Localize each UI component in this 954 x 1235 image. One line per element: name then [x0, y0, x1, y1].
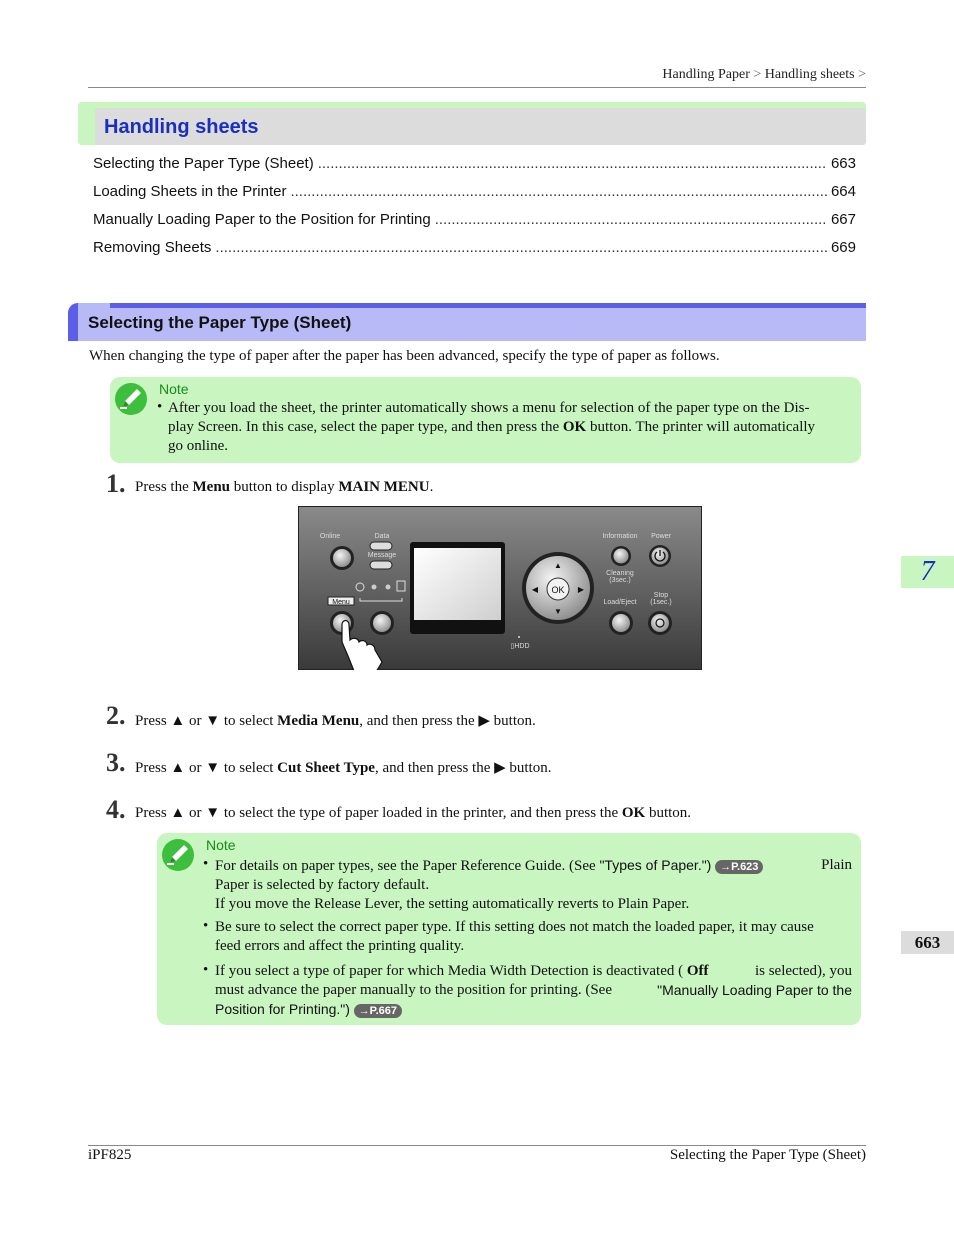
breadcrumb-link-handling-sheets[interactable]: Handling sheets [764, 67, 855, 82]
ok-term: OK [562, 419, 587, 435]
step-text [135, 758, 551, 777]
stop-time-label: (1sec.) [650, 599, 672, 606]
subsection-header-accent [68, 303, 78, 341]
power-label: Power [651, 533, 671, 540]
chapter-number: 7 [920, 556, 935, 587]
stop-button[interactable] [651, 614, 669, 632]
information-button[interactable] [614, 549, 629, 564]
note-text [168, 399, 852, 456]
off-term: Off [686, 963, 709, 979]
step-text-part: Press the [135, 479, 193, 495]
subsection-header-accent [110, 303, 866, 308]
menu-term: Menu [192, 479, 230, 495]
toc-entry-page[interactable]: 663 [830, 155, 856, 172]
up-arrow-icon[interactable]: ▲ [554, 561, 562, 570]
step-text-part: , and then press the ▶ button. [359, 713, 536, 729]
note-text-part [215, 962, 709, 981]
note-line [215, 981, 852, 1000]
toc-leader [290, 183, 827, 200]
toc-entry-page[interactable]: 664 [830, 183, 856, 200]
menu-label: Menu [332, 599, 350, 606]
information-label: Information [602, 533, 638, 540]
note-line: If you move the Release Lever, the setting automatically reverts to Plain Paper. [215, 896, 690, 912]
step-text-part: . [429, 479, 434, 495]
note-line [215, 856, 852, 876]
online-button[interactable] [333, 549, 351, 567]
toc-entry[interactable] [93, 239, 856, 259]
step-number: 4. [106, 795, 126, 824]
step-text-part: Press ▲ or ▼ to select [135, 713, 278, 729]
manually-loading-link[interactable]: Position for Printing.") [215, 1001, 350, 1017]
note-line [215, 1000, 852, 1020]
intro-paragraph: When changing the type of paper after the paper has been advanced, specify the type of paper as follows. [89, 348, 720, 364]
data-led [370, 542, 392, 550]
hdd-led-icon: ▯ [510, 643, 515, 650]
note-line: Paper is selected by factory default. [215, 877, 430, 893]
toc-leader [318, 155, 827, 172]
pencil-icon-graphic [162, 839, 194, 871]
toc-entry[interactable] [93, 183, 856, 203]
step-text-part: button. [645, 805, 692, 821]
pencil-icon-graphic [115, 383, 147, 415]
step-number: 3. [106, 748, 126, 777]
bullet: • [203, 918, 209, 934]
footer-section: Selecting the Paper Type (Sheet) [669, 1147, 866, 1163]
page-number: 663 [914, 933, 941, 952]
note-line: After you load the sheet, the printer automatically shows a menu for selection of the paper type on the Dis- [168, 400, 810, 416]
cleaning-label: Cleaning [606, 570, 634, 577]
step-text [135, 805, 691, 822]
down-arrow-icon[interactable]: ▼ [554, 607, 562, 616]
note-text-part: button. The printer will automatically [586, 419, 816, 435]
step-text-part: , and then press the ▶ button. [374, 760, 552, 776]
note-text-part: For details on paper types, see the Paper Reference Guide. (See [215, 858, 600, 874]
step-number: 1. [106, 469, 126, 498]
load-eject-label: Load/Eject [603, 599, 637, 606]
step-text [135, 711, 536, 730]
note-text-part: must advance the paper manually to the position for printing. (See [215, 982, 612, 998]
page-ref-badge[interactable]: →P.623 [715, 860, 763, 874]
message-label: Message [367, 552, 397, 559]
ok-label: OK [551, 585, 565, 595]
bullet: • [203, 856, 209, 872]
hdd-label-text: HDD [514, 643, 530, 650]
control-panel-illustration [298, 506, 702, 670]
page-ref-badge[interactable]: →P.667 [354, 1004, 402, 1018]
note-line: Be sure to select the correct paper type. If this setting does not match the loaded paper, it may cause [215, 919, 814, 935]
ok-term: OK [621, 805, 646, 821]
note-line: feed errors and affect the printing quality. [215, 938, 465, 954]
note-line: go online. [168, 438, 228, 454]
toc-entry-title[interactable]: Manually Loading Paper to the Position for Printing [93, 211, 431, 228]
note-text-part: play Screen. In this case, select the paper type, and then press the [168, 419, 563, 435]
note-line [215, 962, 852, 981]
hdd-label [510, 643, 529, 650]
footer-rule [88, 1145, 866, 1146]
breadcrumb-separator: > [753, 67, 762, 82]
toc-entry[interactable] [93, 211, 856, 231]
pencil-icon [162, 839, 194, 871]
note-text [215, 962, 852, 1020]
breadcrumb-link-handling-paper[interactable]: Handling Paper [662, 67, 750, 82]
pencil-icon [115, 383, 147, 415]
note-label: Note [159, 381, 189, 397]
note-label: Note [206, 837, 236, 853]
section-title: Handling sheets [104, 116, 259, 138]
toc-entry-title[interactable]: Loading Sheets in the Printer [93, 183, 287, 200]
subsection-title: Selecting the Paper Type (Sheet) [88, 313, 352, 332]
toc-entry-page[interactable]: 667 [830, 211, 856, 228]
display-screen [414, 548, 501, 620]
types-of-paper-link[interactable]: "Types of Paper.") [599, 857, 712, 873]
step-text-part: Press ▲ or ▼ to select [135, 760, 278, 776]
cut-sheet-type-term: Cut Sheet Type [277, 760, 375, 776]
note-text-part: Plain [821, 857, 852, 873]
back-button[interactable] [373, 614, 391, 632]
media-menu-term: Media Menu [277, 713, 360, 729]
toc-entry-title[interactable]: Removing Sheets [93, 239, 212, 256]
toc-entry-page[interactable]: 669 [830, 239, 856, 256]
right-arrow-icon[interactable]: ▶ [577, 585, 585, 594]
manually-loading-link[interactable]: "Manually Loading Paper to the [657, 982, 852, 998]
note-line [168, 418, 852, 437]
note-text [215, 856, 852, 914]
load-eject-button[interactable] [612, 614, 630, 632]
breadcrumb [662, 67, 866, 83]
indicator-led [372, 585, 377, 590]
message-led [370, 561, 392, 569]
note-text [215, 918, 852, 956]
main-menu-term: MAIN MENU [338, 479, 430, 495]
step-number: 2. [106, 701, 126, 730]
data-label: Data [374, 533, 390, 540]
toc-entry[interactable] [93, 155, 856, 175]
step-text-part: Press ▲ or ▼ to select the type of paper loaded in the printer, and then press the [135, 805, 622, 821]
step-text-part: button to display [230, 479, 339, 495]
note-text-part: If you select a type of paper for which Media Width Detection is deactivated ( [215, 963, 687, 979]
note-text-part: is selected), you [754, 963, 852, 979]
bullet: • [203, 962, 209, 978]
indicator-led [386, 585, 391, 590]
online-label: Online [319, 533, 341, 540]
step-text [135, 479, 433, 496]
bullet: • [157, 399, 163, 415]
note-text-part [215, 856, 763, 876]
toc-leader [435, 211, 827, 228]
footer-model: iPF825 [88, 1147, 132, 1163]
header-rule [88, 87, 866, 88]
cleaning-time-label: (3sec.) [609, 577, 631, 584]
stop-label: Stop [653, 592, 669, 599]
control-panel-graphic [298, 506, 702, 670]
breadcrumb-separator: > [858, 67, 866, 82]
toc-entry-title[interactable]: Selecting the Paper Type (Sheet) [93, 155, 314, 172]
toc-leader [215, 239, 827, 256]
left-arrow-icon[interactable]: ◀ [531, 585, 539, 594]
